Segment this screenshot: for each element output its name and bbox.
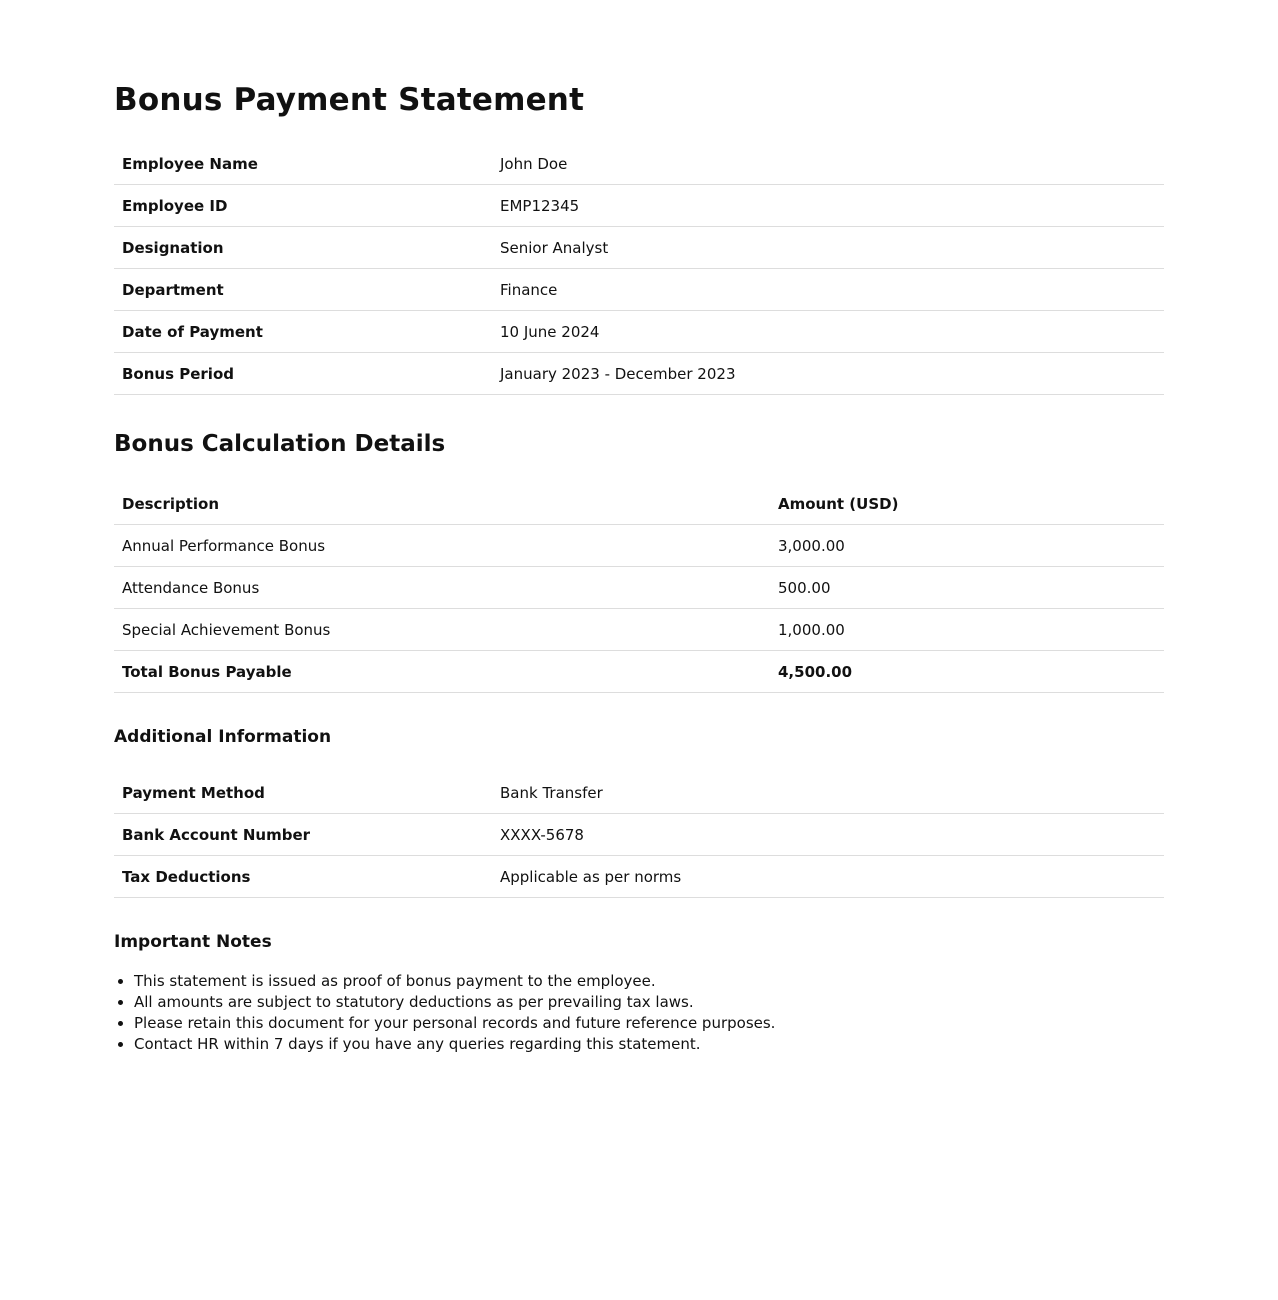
bonus-calculation-table (114, 483, 1164, 693)
employee-info-table (114, 143, 1164, 395)
bonus-amount: 500.00 (770, 567, 1164, 609)
table-row (114, 143, 1164, 185)
payment-date-label: Date of Payment (114, 311, 492, 353)
tax-deductions-label: Tax Deductions (114, 856, 492, 898)
additional-info-heading: Additional Information (114, 727, 332, 747)
bank-account-label: Bank Account Number (114, 814, 492, 856)
bank-account-value: XXXX-5678 (492, 814, 1164, 856)
bonus-amount: 1,000.00 (770, 609, 1164, 651)
department-value: Finance (492, 269, 1164, 311)
amount-column-header: Amount (USD) (770, 483, 1164, 525)
designation-value: Senior Analyst (492, 227, 1164, 269)
table-row (114, 525, 1164, 567)
list-item: • All amounts are subject to statutory deductions as per prevailing tax laws. (134, 992, 775, 1013)
table-header-row (114, 483, 1164, 525)
list-item: • This statement is issued as proof of bonus payment to the employee. (134, 971, 775, 992)
bonus-amount: 3,000.00 (770, 525, 1164, 567)
table-row (114, 227, 1164, 269)
page-title: Bonus Payment Statement (114, 82, 585, 118)
tax-deductions-value: Applicable as per norms (492, 856, 1164, 898)
table-row (114, 856, 1164, 898)
payment-method-value: Bank Transfer (492, 772, 1164, 814)
table-row (114, 609, 1164, 651)
payment-method-label: Payment Method (114, 772, 492, 814)
designation-label: Designation (114, 227, 492, 269)
table-row (114, 185, 1164, 227)
table-row (114, 814, 1164, 856)
department-label: Department (114, 269, 492, 311)
employee-name-value: John Doe (492, 143, 1164, 185)
table-row (114, 772, 1164, 814)
table-row (114, 567, 1164, 609)
bonus-description: Attendance Bonus (114, 567, 770, 609)
employee-id-label: Employee ID (114, 185, 492, 227)
description-column-header: Description (114, 483, 770, 525)
important-notes-heading: Important Notes (114, 932, 272, 952)
calculation-heading: Bonus Calculation Details (114, 431, 446, 457)
table-row (114, 353, 1164, 395)
employee-id-value: EMP12345 (492, 185, 1164, 227)
bonus-description: Annual Performance Bonus (114, 525, 770, 567)
total-row (114, 651, 1164, 693)
total-label: Total Bonus Payable (114, 651, 770, 693)
additional-info-table (114, 772, 1164, 898)
bonus-period-label: Bonus Period (114, 353, 492, 395)
table-row (114, 269, 1164, 311)
list-item: • Please retain this document for your personal records and future reference purposes. (134, 1013, 775, 1034)
payment-date-value: 10 June 2024 (492, 311, 1164, 353)
bonus-description: Special Achievement Bonus (114, 609, 770, 651)
list-item: • Contact HR within 7 days if you have any queries regarding this statement. (134, 1034, 775, 1055)
employee-name-label: Employee Name (114, 143, 492, 185)
total-amount: 4,500.00 (770, 651, 1164, 693)
bonus-period-value: January 2023 - December 2023 (492, 353, 1164, 395)
table-row (114, 311, 1164, 353)
notes-list (114, 971, 775, 1055)
